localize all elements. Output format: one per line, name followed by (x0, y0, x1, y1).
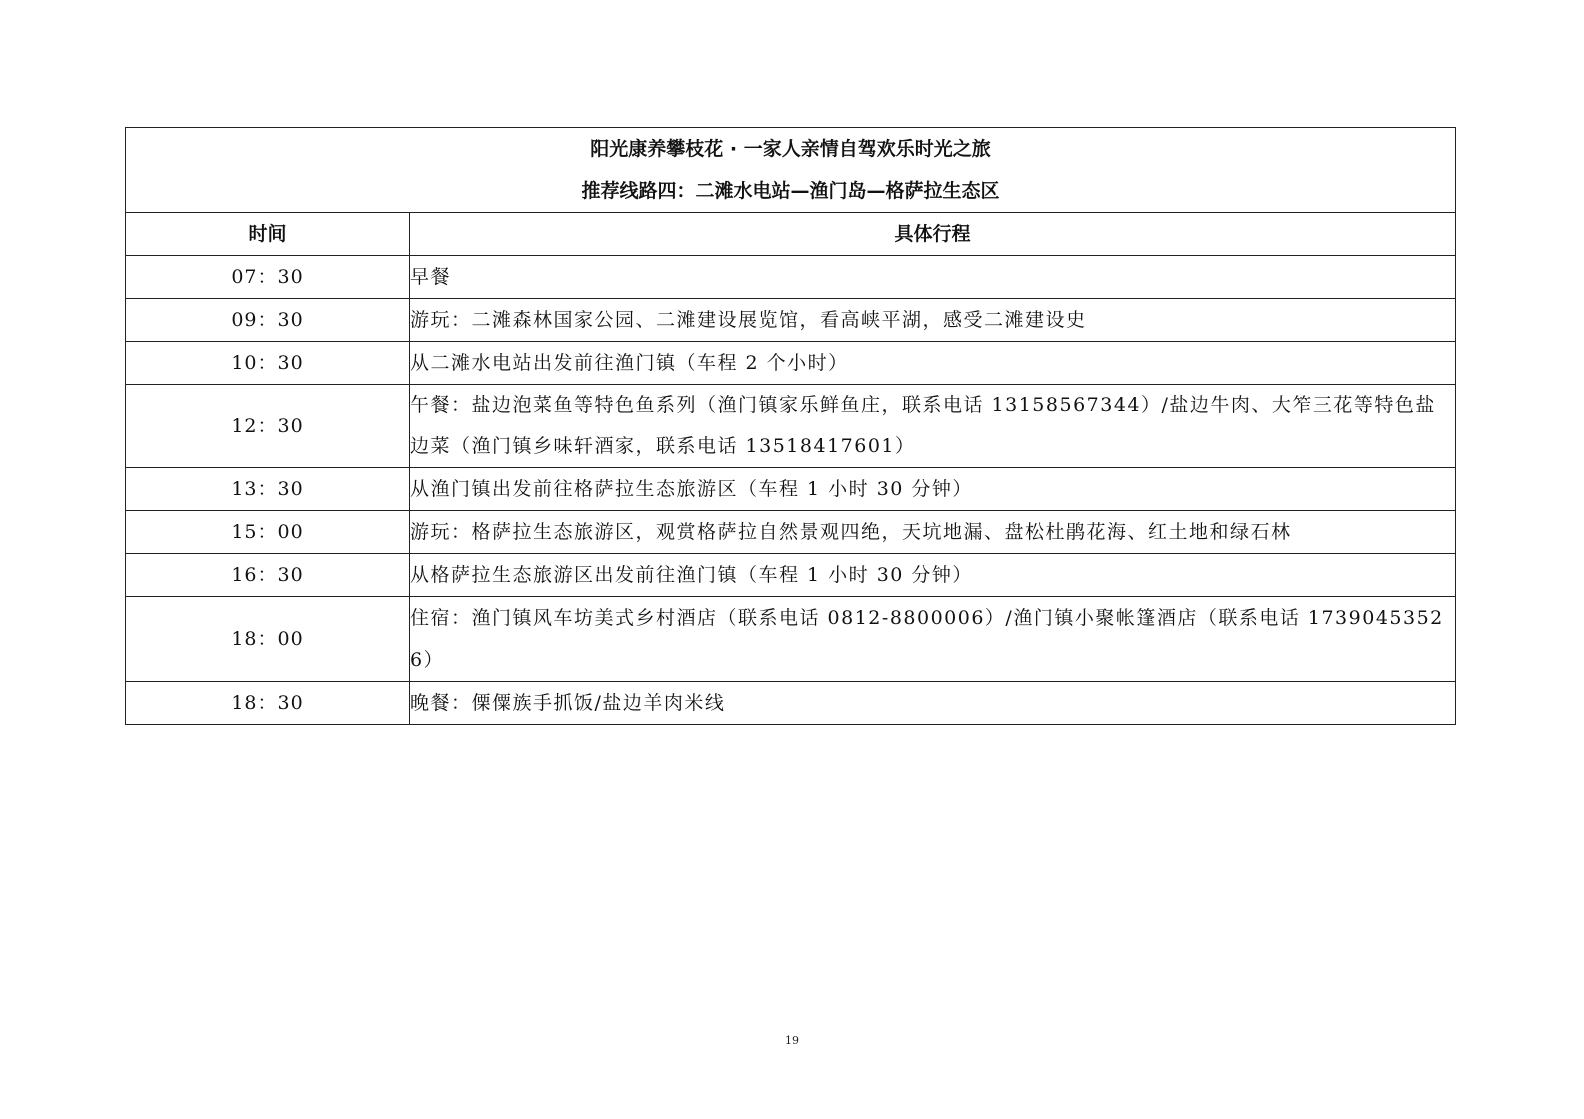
row-time: 09：30 (126, 299, 410, 342)
row-detail: 午餐：盐边泡菜鱼等特色鱼系列（渔门镇家乐鲜鱼庄，联系电话 13158567344）/盐边牛肉、大笮三花等特色盐边菜（渔门镇乡味轩酒家，联系电话 13518417601） (410, 385, 1456, 468)
header-row (126, 213, 1456, 256)
row-detail: 游玩：格萨拉生态旅游区，观赏格萨拉自然景观四绝，天坑地漏、盘松杜鹃花海、红土地和绿石林 (410, 511, 1456, 554)
table-row (126, 597, 1456, 682)
row-time: 15：00 (126, 511, 410, 554)
table-row (126, 468, 1456, 511)
row-time: 13：30 (126, 468, 410, 511)
row-detail: 早餐 (410, 256, 1456, 299)
row-detail: 游玩：二滩森林国家公园、二滩建设展览馆，看高峡平湖，感受二滩建设史 (410, 299, 1456, 342)
row-detail: 从二滩水电站出发前往渔门镇（车程 2 个小时） (410, 342, 1456, 385)
row-detail: 晚餐：傈僳族手抓饭/盐边羊肉米线 (410, 682, 1456, 725)
row-time: 18：30 (126, 682, 410, 725)
title-line-2: 推荐线路四：二滩水电站—渔门岛—格萨拉生态区 (581, 180, 1000, 202)
table-row (126, 256, 1456, 299)
header-time: 时间 (126, 213, 410, 256)
table-row (126, 299, 1456, 342)
row-time: 07：30 (126, 256, 410, 299)
table-row (126, 682, 1456, 725)
row-time: 18：00 (126, 597, 410, 682)
title-row (126, 128, 1456, 213)
page-number: 19 (785, 1034, 799, 1047)
itinerary-table (125, 127, 1456, 725)
row-time: 12：30 (126, 385, 410, 468)
header-detail: 具体行程 (410, 213, 1456, 256)
table-row (126, 385, 1456, 468)
row-time: 16：30 (126, 554, 410, 597)
table-title (126, 128, 1456, 213)
row-detail: 住宿：渔门镇风车坊美式乡村酒店（联系电话 0812-8800006）/渔门镇小聚帐篷酒店（联系电话 17390453526） (410, 597, 1456, 682)
table-row (126, 511, 1456, 554)
row-detail: 从格萨拉生态旅游区出发前往渔门镇（车程 1 小时 30 分钟） (410, 554, 1456, 597)
title-line-1: 阳光康养攀枝花 · 一家人亲情自驾欢乐时光之旅 (590, 138, 991, 160)
row-time: 10：30 (126, 342, 410, 385)
row-detail: 从渔门镇出发前往格萨拉生态旅游区（车程 1 小时 30 分钟） (410, 468, 1456, 511)
table-row (126, 554, 1456, 597)
table-row (126, 342, 1456, 385)
